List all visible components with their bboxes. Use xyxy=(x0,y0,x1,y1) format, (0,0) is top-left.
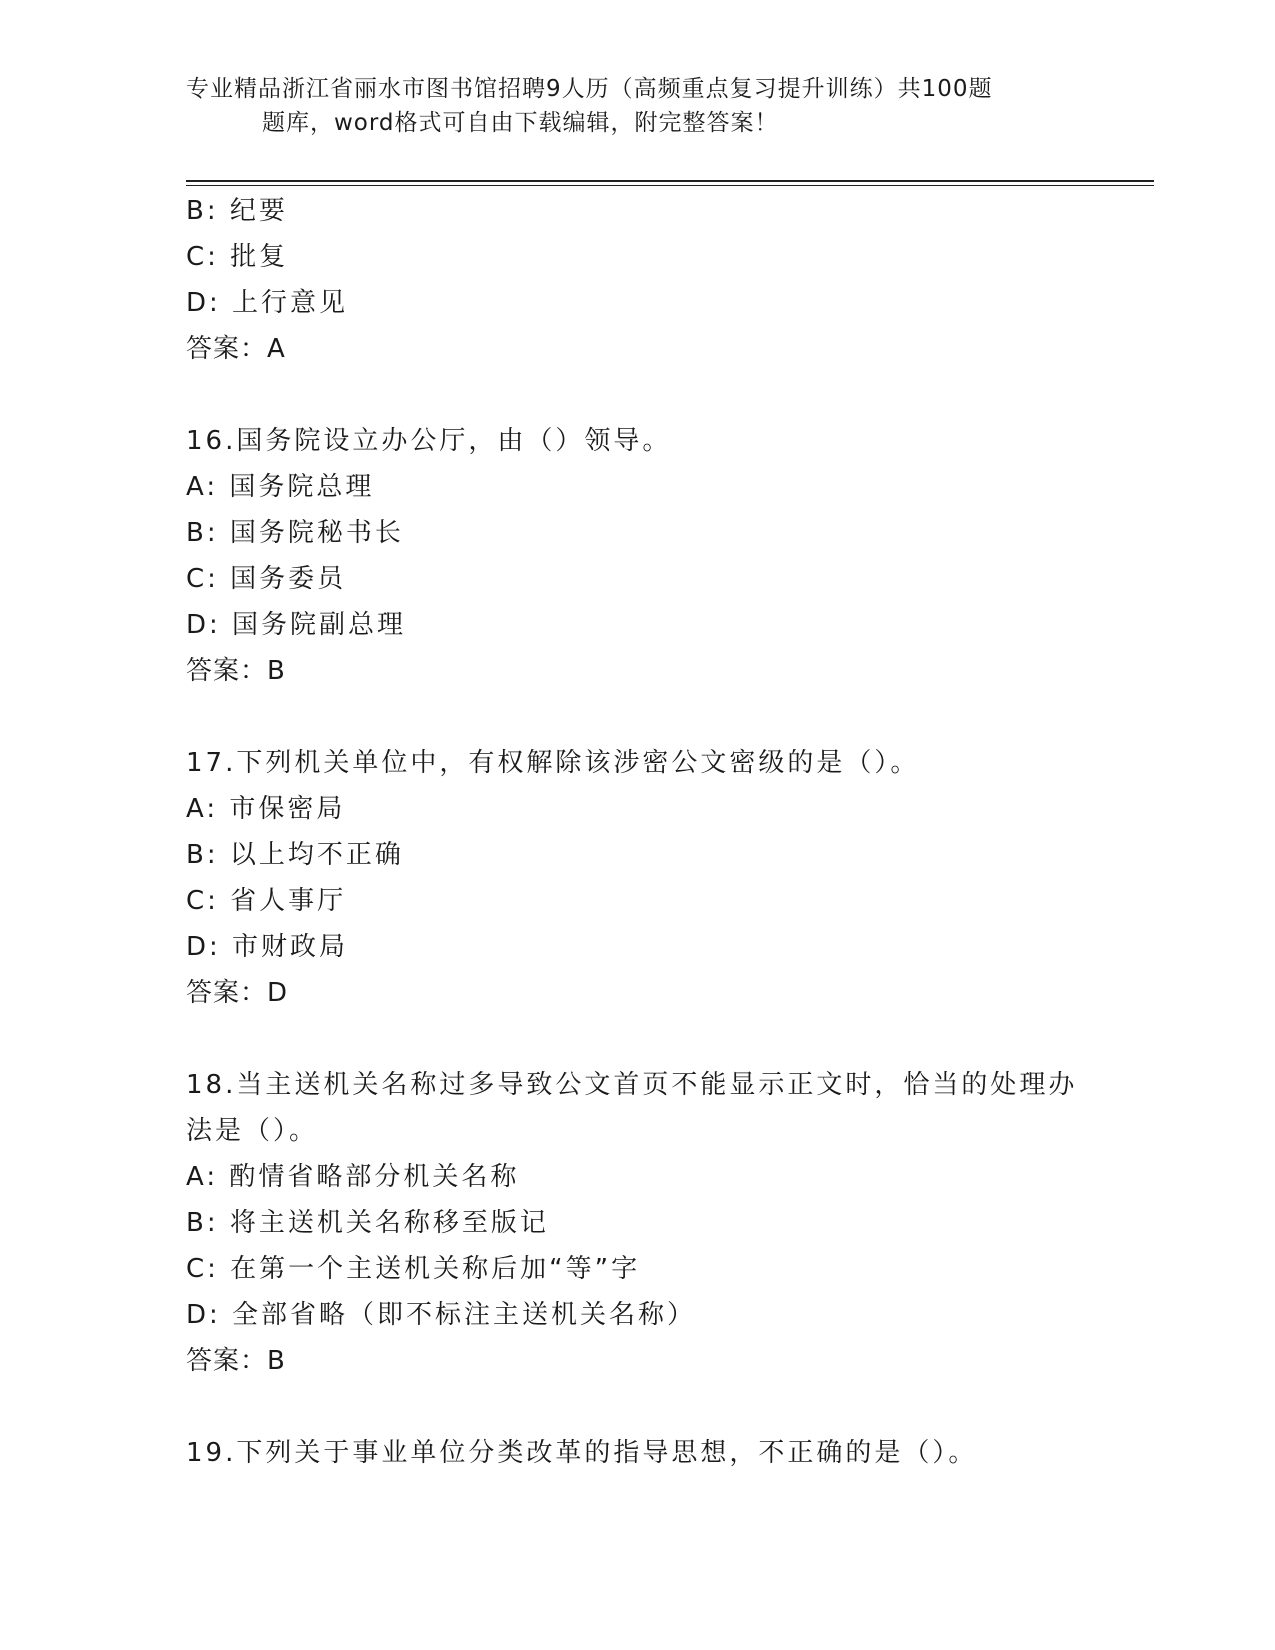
header-rule-thick xyxy=(186,180,1154,182)
spacer xyxy=(186,1016,1086,1062)
spacer xyxy=(186,372,1086,418)
option-b: B: 国务院秘书长 xyxy=(186,518,404,548)
answer: 答案：A xyxy=(186,334,286,364)
option-c: C: 国务委员 xyxy=(186,564,347,594)
question-17-text: 17.下列机关单位中，有权解除该涉密公文密级的是（）。 xyxy=(186,748,920,778)
option-d: D: 全部省略（即不标注主送机关名称） xyxy=(186,1300,697,1330)
option-c: C: 在第一个主送机关称后加“等”字 xyxy=(186,1254,641,1284)
option-c: C: 批复 xyxy=(186,242,289,272)
option-a: A: 国务院总理 xyxy=(186,472,375,502)
option-d: D: 市财政局 xyxy=(186,932,349,962)
question-18-text-line-1: 18.当主送机关名称过多导致公文首页不能显示正文时，恰当的处理办 xyxy=(186,1070,1078,1100)
option-a: A: 酌情省略部分机关名称 xyxy=(186,1162,520,1192)
question-16-text: 16.国务院设立办公厅，由（）领导。 xyxy=(186,426,672,456)
question-content xyxy=(186,188,1086,1476)
option-b: B: 以上均不正确 xyxy=(186,840,404,870)
header-rule-thin xyxy=(186,185,1154,186)
option-d: D: 国务院副总理 xyxy=(186,610,407,640)
answer: 答案：B xyxy=(186,1346,286,1376)
answer: 答案：D xyxy=(186,978,289,1008)
spacer xyxy=(186,1384,1086,1430)
document-header xyxy=(186,72,1066,140)
option-c: C: 省人事厅 xyxy=(186,886,347,916)
option-a: A: 市保密局 xyxy=(186,794,346,824)
question-18-text-line-2: 法是（）。 xyxy=(186,1116,319,1146)
spacer xyxy=(186,694,1086,740)
answer: 答案：B xyxy=(186,656,286,686)
header-line-1: 专业精品浙江省丽水市图书馆招聘9人历（高频重点复习提升训练）共100题 xyxy=(186,76,993,102)
question-19-text: 19.下列关于事业单位分类改革的指导思想，不正确的是（）。 xyxy=(186,1438,978,1468)
option-b: B: 将主送机关名称移至版记 xyxy=(186,1208,549,1238)
option-b: B: 纪要 xyxy=(186,196,288,226)
option-d: D: 上行意见 xyxy=(186,288,349,318)
header-line-2: 题库，word格式可自由下载编辑，附完整答案！ xyxy=(262,110,779,136)
